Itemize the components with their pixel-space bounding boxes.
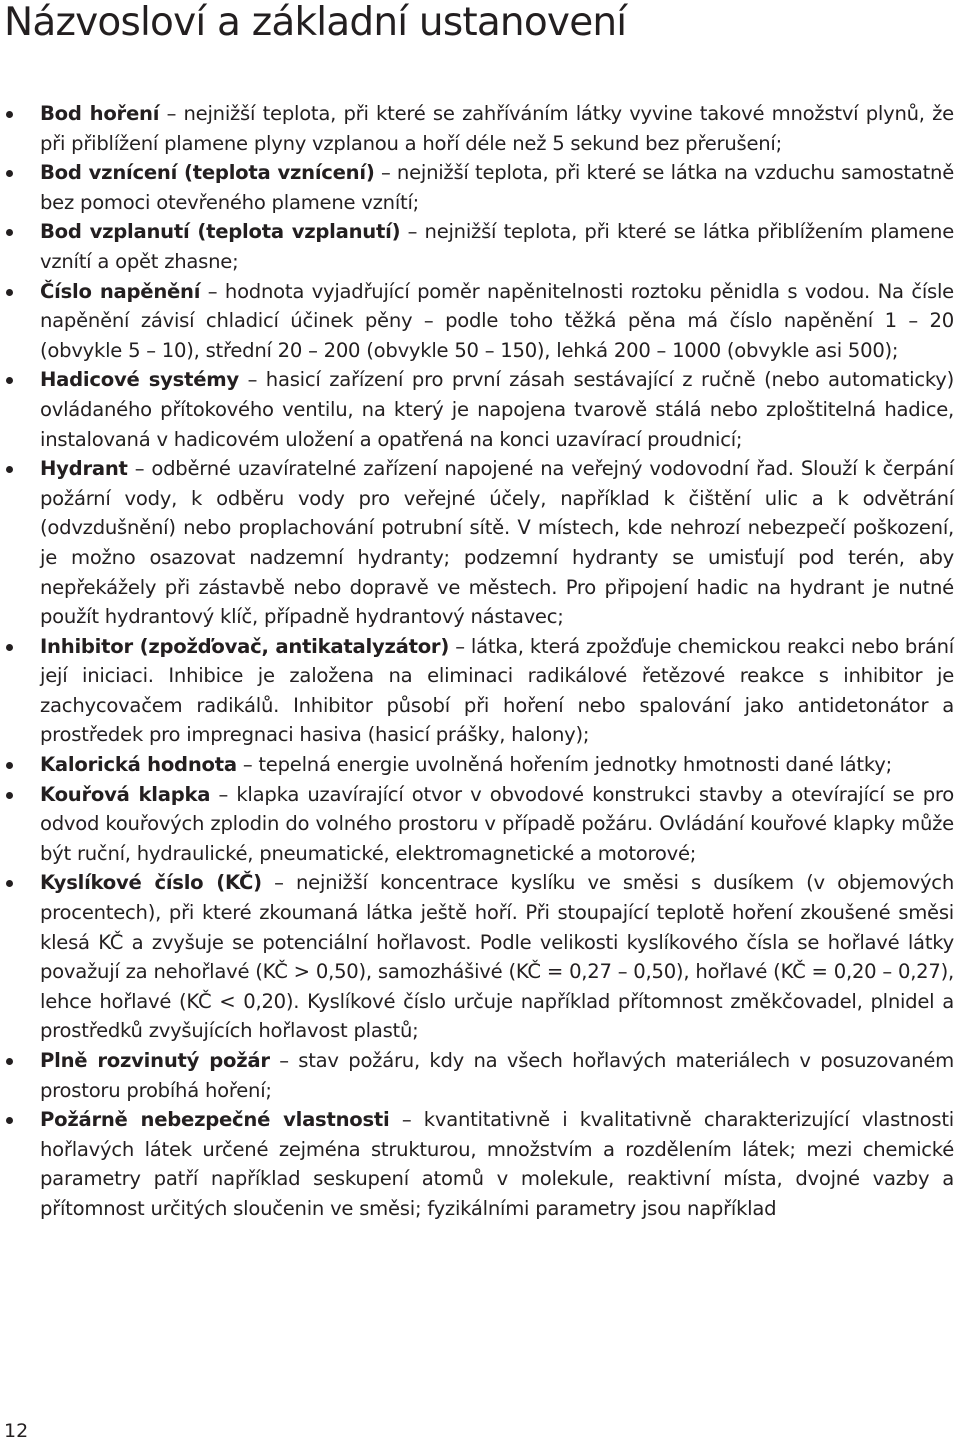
glossary-entry-bod-vzniceni: [40, 158, 954, 217]
entry-term: Bod hoření: [40, 102, 160, 125]
entry-term: Hadicové systémy: [40, 368, 239, 392]
page-number: 12: [4, 1420, 29, 1442]
glossary-entry-kyslikove-cislo: [40, 868, 954, 1046]
entry-definition: – kvantitativně i kvalitativně charakterizující vlastnosti hořlavých látek určené zejména strukturou, množstvím a rozdělením látek; mezi chemické parametry patří například seskupení atomů v molekule, reaktivní místa, dvojné vazby a přítomnost určitých sloučenin ve směsi; fyzikálními parametry jsou například: [40, 1108, 955, 1220]
entry-definition: – nejnižší koncentrace kyslíku ve směsi s dusíkem (v objemových procentech), při které zkoumaná látka ještě hoří. Při stoupající teplotě hoření zkoušené směsi klesá KČ a zvyšuje se potenciální hořlavost. Podle velikosti kyslíkového čísla se hořlavé látky považují za nehořlavé (KČ > 0,50), samozhášivé (KČ = 0,27 – 0,50), hořlavé (KČ = 0,20 – 0,27), lehce hořlavé (KČ < 0,20). Kyslíkové číslo určuje například přítomnost změkčovadel, plnidel a prostředků zvyšujících hořlavost plastů;: [40, 871, 954, 1043]
entry-definition: – odběrné uzavíratelné zařízení napojené na veřejný vodovodní řad. Slouží k čerpání požární vody, k odběru vody pro veřejné účely, například k čištění ulic a k odvětrání (odvzdušnění) nebo proplachování potrubní sítě. V místech, kde nehrozí nebezpečí poškození, je možno osazovat nadzemní hydranty; podzemní hydranty se umisťují pod terén, aby nepřekážely při zástavbě nebo dopravě ve městech. Pro připojení hadic na hydrant je nutné použít hydrantový klíč, případně hydrantový nástavec;: [40, 457, 955, 629]
glossary-entry-pozarne-nebezpecne-vlastnosti: [40, 1105, 954, 1223]
entry-term: Kyslíkové číslo (KČ): [40, 871, 262, 895]
glossary-entry-kourova-klapka: [40, 780, 954, 869]
entry-definition: – hasicí zařízení pro první zásah sestávající z ručně (nebo automaticky) ovládaného přítokového ventilu, na který je napojena tvarově stálá nebo zploštitelná hadice, instalovaná v hadicovém uložení a opatřená na konci uzavírací proudnicí;: [40, 368, 954, 451]
entry-term: Bod vznícení (teplota vznícení): [40, 161, 375, 185]
entry-term: Inhibitor (zpožďovač, antikatalyzátor): [40, 634, 450, 658]
glossary-entry-plne-rozvinuty-pozar: [40, 1046, 954, 1105]
entry-definition: – tepelná energie uvolněná hořením jednotky hmotnosti dané látky;: [242, 753, 892, 777]
entry-term: Kalorická hodnota: [40, 753, 237, 777]
glossary-entry-kaloricka-hodnota: [40, 750, 954, 780]
entry-definition: – látka, která zpožďuje chemickou reakci nebo brání její iniciaci. Inhibice je založena na eliminaci radikálové řetězové reakce s inhibitor je zachycovačem radikálů. Inhibitor působí při hoření nebo spalování jako antidetonátor a prostředek pro impregnaci hasiva (hasicí prášky, halony);: [40, 634, 955, 747]
glossary-list: [40, 99, 954, 1224]
entry-definition: – klapka uzavírající otvor v obvodové konstrukci stavby a otevírající se pro odvod kouřových zplodin do volného prostoru v případě požáru. Ovládání kouřové klapky může být ruční, hydraulické, pneumatické, elektromagnetické a motorové;: [40, 782, 954, 865]
entry-term: Požárně nebezpečné vlastnosti: [40, 1108, 390, 1132]
entry-term: Hydrant: [40, 457, 128, 481]
entry-term: Číslo napěnění: [40, 279, 201, 303]
entry-definition: – hodnota vyjadřující poměr napěnitelnosti roztoku pěnidla s vodou. Na čísle napěnění závisí chladicí účinek pěny – podle toho těžká pěna má číslo napěnění 1 – 20 (obvykle 5 – 10), střední 20 – 200 (obvykle 50 – 150), lehká 200 – 1000 (obvykle asi 500);: [40, 279, 954, 362]
glossary-entry-bod-vzplanuti: [40, 217, 954, 276]
entry-term: Kouřová klapka: [40, 782, 211, 806]
glossary-entry-bod-horeni: [40, 99, 954, 158]
glossary-entry-cislo-napeneni: [40, 277, 954, 366]
glossary-entry-hydrant: [40, 454, 954, 632]
entry-term: Bod vzplanutí (teplota vzplanutí): [40, 220, 401, 244]
entry-definition: – nejnižší teplota, při které se látka na vzduchu samostatně bez pomoci otevřeného plamene vznítí;: [40, 161, 955, 214]
glossary-entry-inhibitor: [40, 632, 954, 750]
glossary-entry-hadicove-systemy: [40, 365, 954, 454]
entry-definition: – stav požáru, kdy na všech hořlavých materiálech v posuzovaném prostoru probíhá hoření;: [40, 1049, 954, 1102]
entry-definition: – nejnižší teplota, při které se zahříváním látky vyvine takové množství plynů, že při přiblížení plamene plyny vzplanou a hoří déle než 5 sekund bez přerušení;: [40, 102, 954, 155]
page-title: Názvosloví a základní ustanovení: [4, 0, 627, 45]
entry-term: Plně rozvinutý požár: [40, 1049, 270, 1072]
entry-definition: – nejnižší teplota, při které se látka přiblížením plamene vznítí a opět zhasne;: [40, 220, 954, 273]
